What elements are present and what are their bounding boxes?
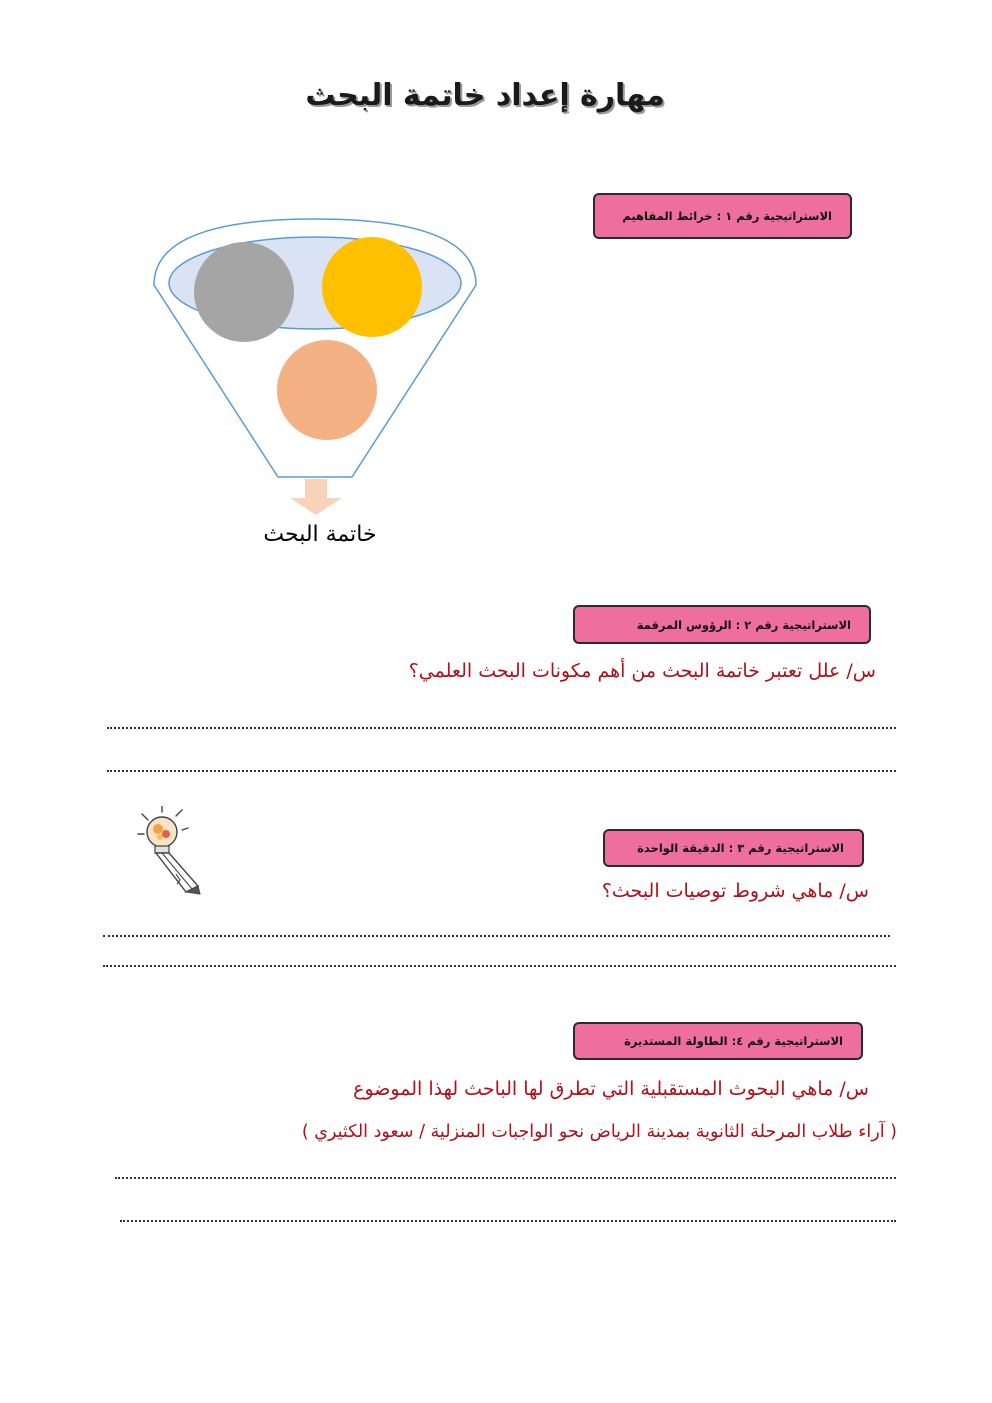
down-arrow <box>290 479 342 515</box>
answer-line[interactable] <box>120 1220 896 1222</box>
strategy-box-4 <box>573 1022 863 1060</box>
answer-line[interactable] <box>115 1177 896 1179</box>
page-title: مهارة إعداد خاتمة البحث <box>305 78 665 113</box>
funnel-caption: خاتمة البحث <box>263 522 377 547</box>
answer-line[interactable] <box>103 965 896 967</box>
circle-peach <box>277 340 377 440</box>
answer-line[interactable] <box>103 935 890 937</box>
strategy-label-1: الاستراتيجية رقم ١ : خرائط المفاهيم <box>622 209 832 223</box>
question-2: س/ ماهي شروط توصيات البحث؟ <box>601 880 869 902</box>
strategy-label-2: الاستراتيجية رقم ٢ : الرؤوس المرقمة <box>636 617 851 632</box>
circle-gray <box>194 242 294 342</box>
strategy-box-2 <box>573 605 871 644</box>
strategy-label-3: الاستراتيجية رقم ٣ : الدقيقة الواحدة <box>637 841 844 855</box>
answer-line[interactable] <box>107 727 896 729</box>
question-1: س/ علل تعتبر خاتمة البحث من أهم مكونات البحث العلمي؟ <box>408 660 876 682</box>
answer-line[interactable] <box>107 770 896 772</box>
question-3: س/ ماهي البحوث المستقبلية التي تطرق لها الباحث لهذا الموضوع <box>353 1078 869 1100</box>
funnel-diagram <box>150 215 480 520</box>
lightbulb-pencil-icon <box>136 806 206 896</box>
strategy-box-1 <box>593 193 852 239</box>
circle-yellow <box>322 237 422 337</box>
question-3-subtext: ( آراء طلاب المرحلة الثانوية بمدينة الرياض نحو الواجبات المنزلية / سعود الكثيري ) <box>301 1122 897 1142</box>
strategy-box-3 <box>603 829 864 867</box>
strategy-label-4: الاستراتيجية رقم ٤: الطاولة المستديرة <box>624 1034 843 1048</box>
